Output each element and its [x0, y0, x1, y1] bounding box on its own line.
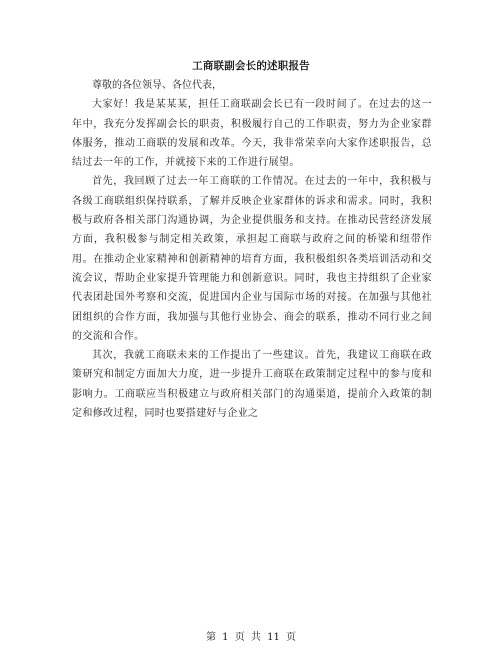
paragraph-intro: 大家好！我是某某某，担任工商联副会长已有一段时间了。在过去的这一年中，我充分发挥副会长的职责，积极履行自己的工作职责，努力为企业家群体服务，推动工商联的发展和改革。今天，我非常荣幸向大家作述职报告，总结过去一年的工作，并就接下来的工作进行展望。: [72, 99, 432, 169]
page-footer: 第 1 页 共 11 页: [206, 632, 296, 643]
paragraph-suggestions: 其次，我就工商联未来的工作提出了一些建议。首先，我建议工商联在政策研究和制定方面加大力度，进一步提升工商联在政策制定过程中的参与度和影响力。工商联应当积极建立与政府相关部门的沟通渠道，提前介入政策的制定和修改过程，同时也要搭建好与企业之: [72, 350, 432, 420]
document-body: [72, 76, 432, 423]
document-title: 工商联副会长的述职报告: [192, 60, 310, 72]
salutation: 尊敬的各位领导、各位代表，: [92, 80, 222, 91]
paragraph-review: 首先，我回顾了过去一年工商联的工作情况。在过去的一年中，我积极与各级工商联组织保持联系，了解并反映企业家群体的诉求和需求。同时，我积极与政府各相关部门沟通协调，为企业提供服务和支持。在推动民营经济发展方面，我积极参与制定相关政策，承担起工商联与政府之间的桥梁和纽带作用。在推动企业家精神和创新精神的培育方面，我积极组织各类培训活动和交流会议，帮助企业家提升管理能力和创新意识。同时，我也主持组织了企业家代表团赴国外考察和交流，促进国内企业与国际市场的对接。在加强与其他社团组织的合作方面，我加强与其他行业协会、商会的联系，推动不同行业之间的交流和合作。: [72, 176, 432, 342]
